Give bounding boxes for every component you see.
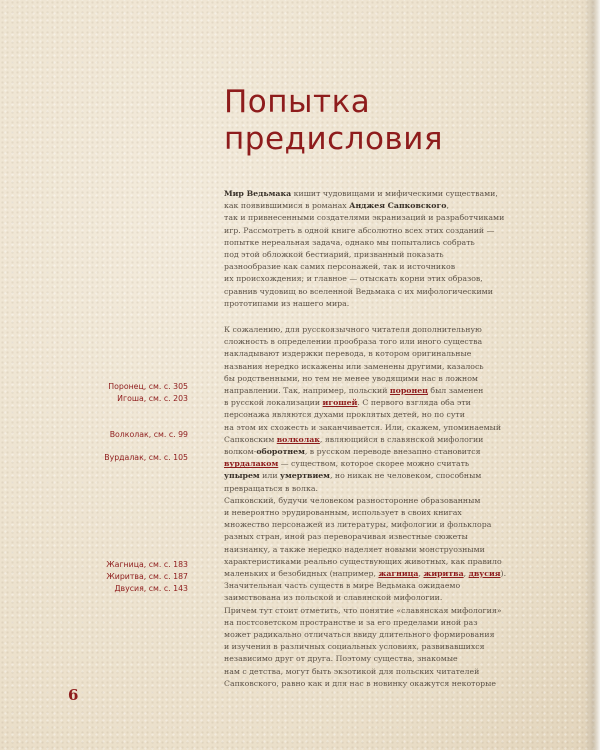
margin-note-zhagnitsa-zhiritva-dvusiya <box>18 559 188 594</box>
bold-term: Мир Ведьмака <box>224 189 292 198</box>
text-line <box>224 261 518 273</box>
margin-note-line: Игоша, см. с. 203 <box>117 393 188 403</box>
bold-term: упырем <box>224 471 260 481</box>
translation-paragraph <box>224 324 518 690</box>
text-line <box>224 397 518 409</box>
text-segment: и изучения в различных социальных условиях, развивавшихся <box>224 642 485 652</box>
creature-link[interactable]: поронец <box>389 386 428 396</box>
text-line <box>224 617 518 629</box>
text-segment: . С первого взгляда оба эти <box>357 398 471 408</box>
text-segment: бы родственными, но тем не менее уводящими нас в ложном <box>224 373 478 383</box>
text-segment: наизнанку, а также нередко наделяет новыми монструозными <box>224 544 485 554</box>
chapter-title-line: предисловия <box>224 121 443 157</box>
text-segment: Сапковский, будучи человеком разносторонне образованным <box>224 495 481 505</box>
text-segment: прототипами из нашего мира. <box>224 298 350 308</box>
text-segment: характеристиками реально существующих животных, как правило <box>224 556 502 566</box>
text-line <box>224 641 518 653</box>
bold-term: оборотнем <box>256 447 305 457</box>
text-line <box>224 483 518 495</box>
creature-link[interactable]: жагница <box>378 569 419 579</box>
text-segment: , <box>463 569 469 579</box>
text-line <box>224 495 518 507</box>
text-line <box>224 188 518 200</box>
creature-link[interactable]: жиритва <box>423 569 464 579</box>
text-line <box>224 373 518 385</box>
text-segment: разнообразие как самих персонажей, так и источников <box>224 262 456 272</box>
text-line <box>224 385 518 397</box>
text-line <box>224 470 518 482</box>
text-segment: Значительная часть существ в мире Ведьмака ожидаемо <box>224 581 461 591</box>
text-segment: направлении. Так, например, польский <box>224 386 390 396</box>
text-line <box>224 678 518 690</box>
bold-term: умертвием <box>280 471 330 481</box>
text-line <box>224 324 518 336</box>
text-line <box>224 298 518 310</box>
text-segment: , в русском переводе внезапно становится <box>304 447 481 457</box>
text-segment: заимствована из польской и славянской мифологии. <box>224 593 443 603</box>
text-segment: так и привнесенными создателями экранизаций и разработчиками <box>224 213 505 223</box>
text-segment: и невероятно эрудированным, использует в своих книгах <box>224 508 462 518</box>
text-segment: Сапковским <box>224 434 277 444</box>
text-line <box>224 361 518 373</box>
margin-note-volkolak <box>18 429 188 441</box>
text-line <box>224 568 518 580</box>
text-line <box>224 653 518 665</box>
text-line <box>224 286 518 298</box>
text-segment: Причем тут стоит отметить, что понятие «славянская мифология» <box>224 605 502 615</box>
text-line <box>224 212 518 224</box>
creature-link[interactable]: игошей <box>322 398 358 408</box>
text-segment: ). <box>500 569 507 579</box>
text-line <box>224 273 518 285</box>
margin-note-poronets-igosha <box>18 381 188 405</box>
margin-note-line: Жиритва, см. с. 187 <box>106 571 188 581</box>
text-line <box>224 605 518 617</box>
chapter-title <box>224 84 564 158</box>
text-line <box>224 409 518 421</box>
margin-note-line: Вурдалак, см. с. 105 <box>104 453 188 462</box>
text-segment: , являющийся в славянской мифологии <box>319 434 484 444</box>
text-segment: названия нередко искажены или заменены другими, казалось <box>224 361 484 371</box>
creature-link[interactable]: двусия <box>468 569 501 579</box>
margin-note-line: Двусия, см. с. 143 <box>114 583 188 593</box>
text-segment: попытке нереальная задача, однако мы попытались собрать <box>224 237 475 247</box>
text-segment: был заменен <box>427 386 484 396</box>
text-segment: кишит чудовищами и мифическими существами, <box>291 189 498 198</box>
margin-note-line: Жагница, см. с. 183 <box>106 560 188 569</box>
margin-note-line: Волколак, см. с. 99 <box>109 430 188 439</box>
text-line <box>224 225 518 237</box>
text-segment: множество персонажей из литературы, мифологии и фольклора <box>224 520 492 530</box>
text-segment: — существом, которое скорее можно считать <box>278 459 470 469</box>
page-number: 6 <box>68 686 79 704</box>
text-segment: , <box>418 569 424 579</box>
text-segment: К сожалению, для русскоязычного читателя дополнительную <box>224 325 482 334</box>
text-line <box>224 519 518 531</box>
text-segment: маленьких и безобидных (например, <box>224 569 379 579</box>
text-segment: под этой обложкой бестиарий, призванный показать <box>224 250 444 260</box>
intro-paragraph <box>224 188 518 310</box>
creature-link[interactable]: волколак <box>276 434 320 444</box>
text-segment: независимо друг от друга. Поэтому существа, знакомые <box>224 654 458 664</box>
text-segment: сложность в определении прообраза того или иного существа <box>224 337 483 347</box>
text-segment: их происхождения; и главное — отыскать корни этих образов, <box>224 274 483 284</box>
text-segment: на этом их схожесть и заканчивается. Или, скажем, упоминаемый <box>224 422 502 432</box>
text-line <box>224 580 518 592</box>
text-segment: , но никак не человеком, способным <box>329 471 482 481</box>
text-line <box>224 531 518 543</box>
text-segment: как появившимися в романах <box>224 201 350 211</box>
text-line <box>224 458 518 470</box>
text-line <box>224 348 518 360</box>
text-line <box>224 507 518 519</box>
text-line <box>224 200 518 212</box>
creature-link[interactable]: вурдалаком <box>224 459 279 469</box>
text-line <box>224 446 518 458</box>
text-line <box>224 434 518 446</box>
text-segment: превращаться в волка. <box>224 483 318 493</box>
text-line <box>224 629 518 641</box>
margin-note-vurdalak <box>18 452 188 464</box>
page-edge <box>584 0 600 750</box>
text-line <box>224 336 518 348</box>
text-line <box>224 556 518 568</box>
text-segment: , <box>446 201 449 211</box>
text-segment: нам с детства, могут быть экзотикой для польских читателей <box>224 666 480 676</box>
margin-note-line: Поронец, см. с. 305 <box>108 382 188 391</box>
chapter-title-line: Попытка <box>224 84 371 120</box>
text-segment: на постсоветском пространстве и за его пределами иной раз <box>224 617 478 627</box>
text-segment: в русской локализации <box>224 398 323 408</box>
text-segment: или <box>259 471 281 481</box>
text-line <box>224 237 518 249</box>
text-segment: персонажа являются духами проклятых детей, но по сути <box>224 410 465 420</box>
text-segment: игр. Рассмотреть в одной книге абсолютно всех этих созданий — <box>224 225 495 235</box>
text-segment: разных стран, иной раз переворачивая известные сюжеты <box>224 532 468 542</box>
text-line <box>224 422 518 434</box>
text-segment: Сапковского, равно как и для нас в новинку окажутся некоторые <box>224 678 496 688</box>
text-line <box>224 544 518 556</box>
bold-term: Анджея Сапковского <box>349 201 447 211</box>
text-segment: накладывают издержки перевода, в котором оригинальные <box>224 349 472 359</box>
text-segment: волком- <box>224 447 257 457</box>
text-line <box>224 592 518 604</box>
text-segment: может радикально отличаться ввиду длительного формирования <box>224 630 495 640</box>
text-line <box>224 249 518 261</box>
text-line <box>224 666 518 678</box>
text-segment: сравнив чудовищ во вселенной Ведьмака с их мифологическими <box>224 286 493 296</box>
